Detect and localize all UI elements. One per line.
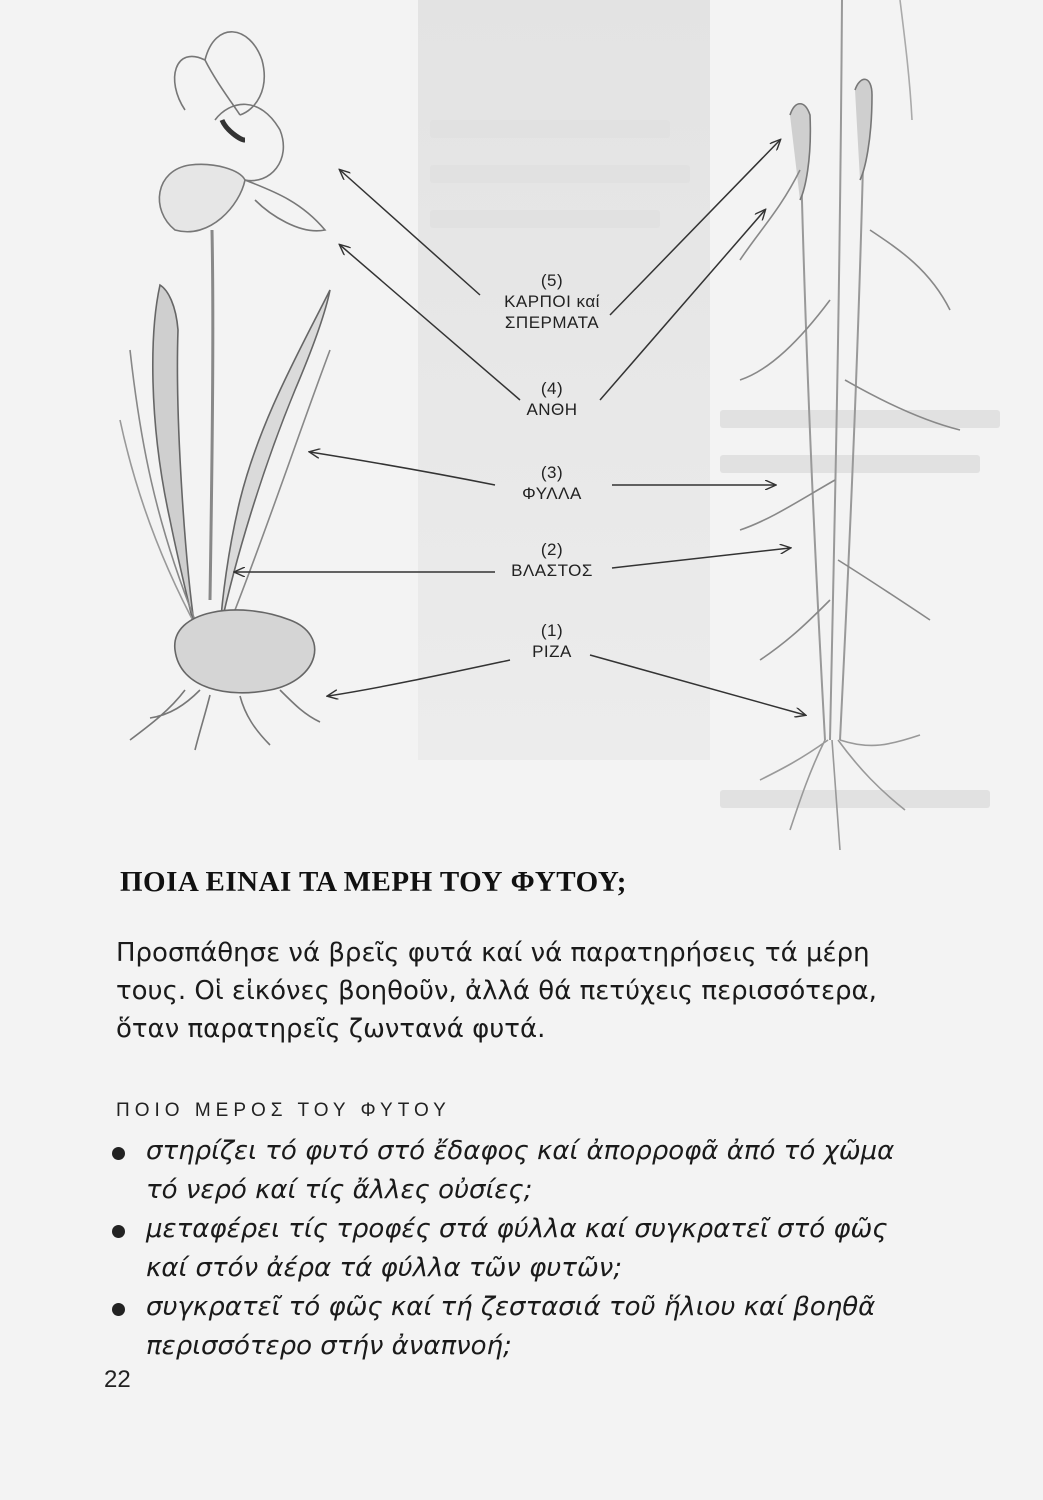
label-number: (3) [540,463,564,482]
label-text: ΡΙΖΑ [532,642,572,661]
intro-paragraph [116,934,976,1048]
arrow-root-left [328,660,510,696]
arrow-root-right [590,655,805,715]
bullet-icon [112,1147,125,1160]
intro-line: τους. Οἱ εἰκόνες βοηθοῦν, ἀλλά θά πετύχεις περισσότερα, [116,976,877,1006]
list-item-line: μεταφέρει τίς τροφές στά φύλλα καί συγκρατεῖ στό φῶς [146,1214,888,1244]
label-text: ΑΝΘΗ [526,400,578,419]
list-item-line: τό νερό καί τίς ἄλλες οὐσίες; [146,1175,533,1205]
label-stem [452,539,652,581]
list-item-line: καί στόν ἀέρα τά φύλλα τῶν φυτῶν; [146,1253,622,1283]
label-leaves [452,462,652,504]
label-root [452,620,652,662]
question-list [110,1132,990,1366]
label-text: ΚΑΡΠΟΙ καί [504,292,600,311]
question-heading: ΠΟΙΟ ΜΕΡΟΣ ΤΟΥ ΦΥΤΟΥ [116,1100,451,1121]
label-text: ΒΛΑΣΤΟΣ [511,561,593,580]
bullet-icon [112,1225,125,1238]
list-item-line: στηρίζει τό φυτό στό ἔδαφος καί ἀπορροφᾶ ἀπό τό χῶμα [146,1136,895,1166]
label-fruits-seeds [452,270,652,333]
label-text: ΦΥΛΛΑ [522,484,582,503]
section-heading: ΠΟΙΑ ΕΙΝΑΙ ΤΑ ΜΕΡΗ ΤΟΥ ΦΥΤΟΥ; [120,866,627,898]
intro-line: ὅταν παρατηρεῖς ζωντανά φυτά. [116,1014,546,1044]
list-item-line: συγκρατεῖ τό φῶς καί τή ζεστασιά τοῦ ἥλιου καί βοηθᾶ [146,1292,876,1322]
bullet-icon [112,1303,125,1316]
page-number: 22 [104,1366,131,1393]
label-number: (5) [540,271,564,290]
list-item [110,1132,990,1210]
list-item-line: περισσότερο στήν ἀναπνοή; [146,1331,512,1361]
list-item [110,1210,990,1288]
label-flowers [452,378,652,420]
label-number: (1) [540,621,564,640]
label-number: (2) [540,540,564,559]
label-number: (4) [540,379,564,398]
wheat-plant-illustration [740,0,960,850]
list-item [110,1288,990,1366]
intro-line: Προσπάθησε νά βρεῖς φυτά καί νά παρατηρήσεις τά μέρη [116,938,870,968]
label-text: ΣΠΕΡΜΑΤΑ [504,313,600,332]
iris-plant-illustration [120,32,330,750]
